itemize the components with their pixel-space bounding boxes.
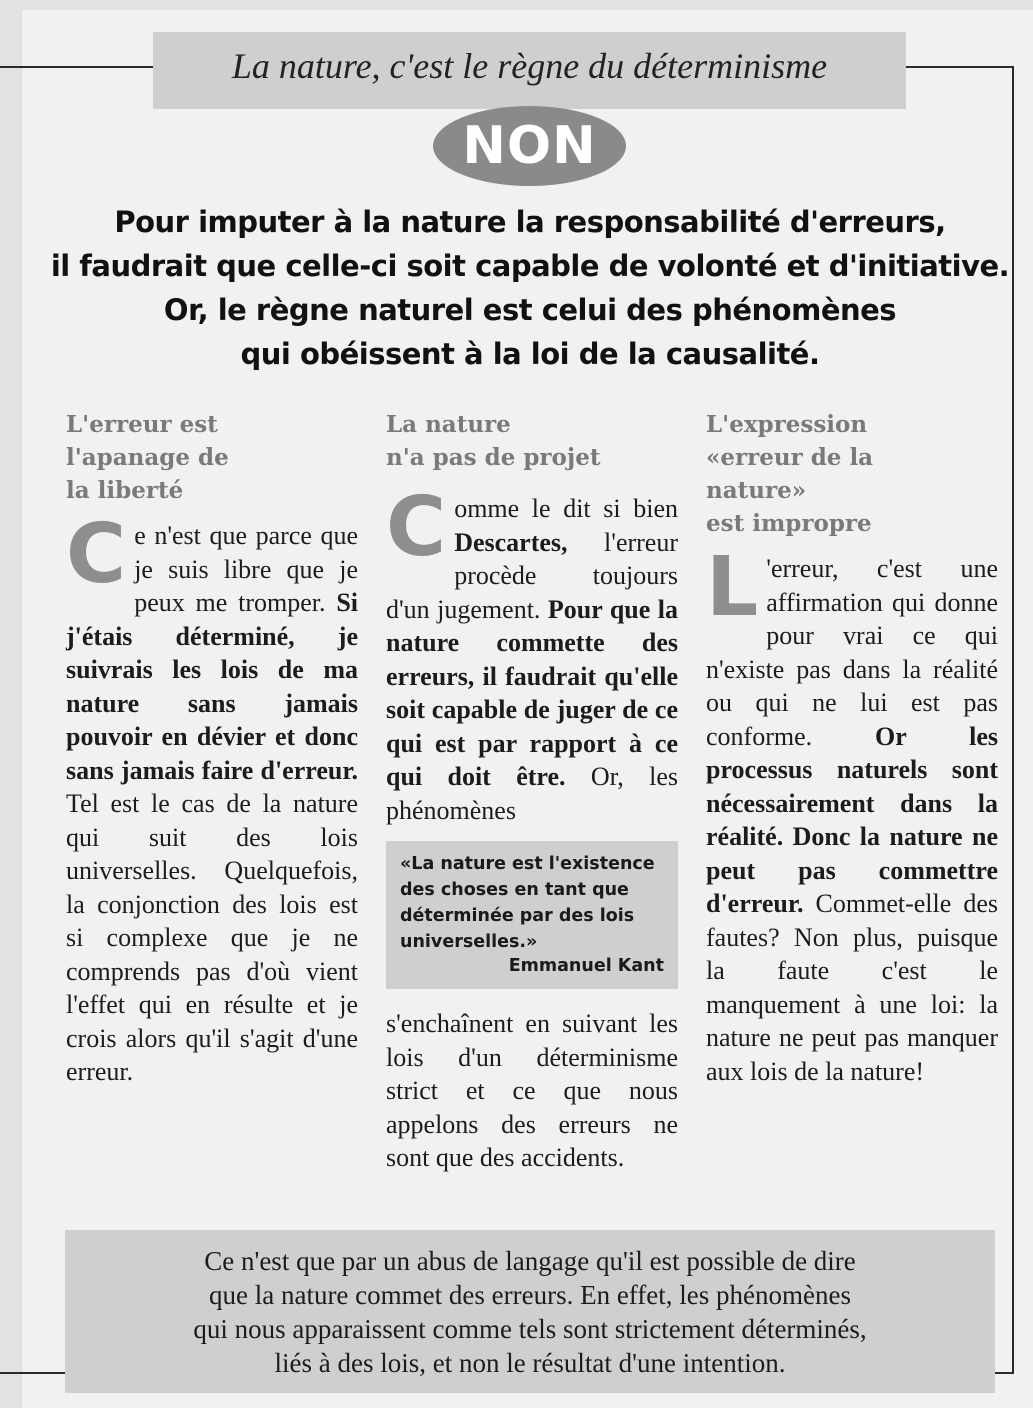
body-bold-text: Or les processus naturels sont nécessairement dans la réalité. Donc la nature ne peut pas commettre d'erreur. — [706, 721, 998, 918]
conclusion-box — [65, 1230, 995, 1393]
body-text: Or, les phénomènes — [386, 762, 679, 825]
conclusion-text — [100, 1244, 960, 1380]
heading-line: est impropre — [706, 510, 872, 537]
body-bold-text: Si j'étais déterminé, je suivrais les lois de ma nature sans jamais pouvoir en dévier et donc sans jamais faire d'erreur. — [66, 588, 358, 785]
intro-statement — [40, 200, 1020, 376]
frame-line-bottom-right — [995, 1372, 1014, 1374]
body-text: omme le dit si bien — [454, 494, 678, 523]
body-text: l'erreur procède toujours d'un jugement. — [386, 527, 678, 624]
body-text: 'erreur, c'est une affirmation qui donne pour vrai ce qui n'existe pas dans la réalité ou qui ne lui est pas conforme. — [706, 554, 998, 751]
intro-line: il faudrait que celle-ci soit capable de volonté et d'initiative. — [50, 249, 1010, 283]
frame-line-bottom-left — [0, 1372, 65, 1374]
heading-line: L'erreur est — [66, 411, 218, 438]
body-text: Commet-elle des fautes? Non plus, puisque la faute c'est le manquement à une loi: la nature ne peut pas manquer aux lois de la nature! — [706, 889, 998, 1086]
body-bold-text: Pour que la nature commette des erreurs, il faudrait qu'elle soit capable de juger de ce qui est par rapport à ce qui doit être. — [386, 594, 678, 791]
column-liberte — [66, 408, 358, 1089]
kant-quote-box — [386, 841, 678, 989]
dropcap: L — [706, 540, 759, 635]
non-badge — [433, 106, 626, 186]
title-banner — [153, 32, 906, 109]
column-body — [386, 480, 679, 827]
column-body — [706, 540, 998, 1088]
page-title: La nature, c'est le règne du déterminisme — [231, 45, 828, 86]
heading-line: nature» — [706, 477, 807, 504]
quote-author: Emmanuel Kant — [508, 956, 664, 976]
heading-line: l'apanage de — [66, 444, 229, 471]
conclusion-line: Ce n'est que par un abus de langage qu'il est possible de dire — [204, 1245, 856, 1276]
quote-text: «La nature est l'existence des choses en tant que déterminée par des lois universelles.» — [400, 854, 655, 952]
body-text: e n'est que parce que je suis libre que je peux me tromper. — [134, 521, 358, 617]
intro-line: qui obéissent à la loi de la causalité. — [240, 337, 820, 371]
badge-label: NON — [462, 116, 597, 176]
body-text: Tel est le cas de la nature qui suit des lois universelles. Quelquefois, la conjonction des lois est si complexe que je ne comprends pas d'où vient l'effet qui en résulte et je crois alors qu'il s'agit d'une erreur. — [66, 789, 358, 1086]
frame-line-top-left — [0, 66, 153, 68]
conclusion-line: liés à des lois, et non le résultat d'une intention. — [274, 1347, 786, 1378]
column-expression — [706, 408, 998, 1088]
column-body-continued — [386, 1007, 678, 1175]
intro-line: Or, le règne naturel est celui des phénomènes — [163, 293, 897, 327]
dropcap: C — [66, 507, 127, 602]
heading-line: L'expression — [706, 411, 868, 438]
column-heading — [386, 408, 678, 474]
body-text: s'enchaînent en suivant les lois d'un déterminisme strict et ce que nous appelons des erreurs ne sont que des accidents. — [386, 1009, 678, 1172]
author-name: Descartes, — [454, 527, 568, 557]
intro-line: Pour imputer à la nature la responsabilité d'erreurs, — [114, 205, 946, 239]
dropcap: C — [386, 480, 447, 575]
heading-line: la liberté — [66, 477, 184, 504]
column-body — [66, 507, 358, 1089]
frame-line-top-right — [906, 66, 1014, 68]
conclusion-line: que la nature commet des erreurs. En effet, les phénomènes — [208, 1279, 851, 1310]
column-heading — [706, 408, 998, 540]
conclusion-line: qui nous apparaissent comme tels sont strictement déterminés, — [193, 1313, 867, 1344]
column-heading — [66, 408, 358, 507]
heading-line: «erreur de la — [706, 444, 874, 471]
column-projet — [386, 408, 678, 1175]
heading-line: n'a pas de projet — [386, 444, 601, 471]
heading-line: La nature — [386, 411, 511, 438]
